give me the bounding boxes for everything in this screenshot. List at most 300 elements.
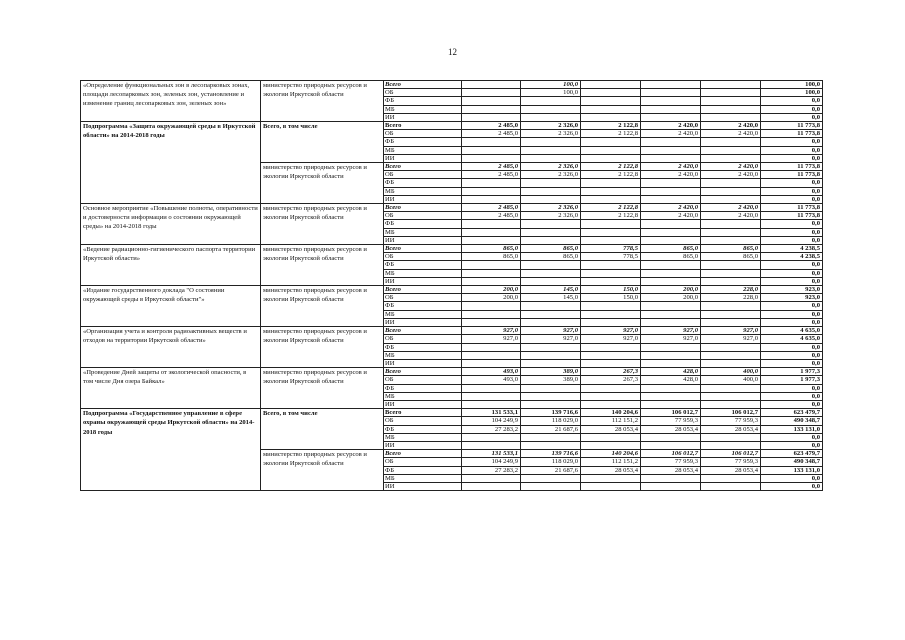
total-value-cell: 0,0 [761,318,823,326]
year-value-cell: 2 485,0 [462,130,521,138]
funding-source-cell: МБ [384,351,462,359]
year-value-cell [641,384,701,392]
year-value-cell [701,318,761,326]
year-value-cell [581,400,641,408]
year-value-cell: 389,0 [521,368,581,376]
year-value-cell [581,310,641,318]
funding-source-cell: ФБ [384,138,462,146]
measure-name-cell: «Организация учета и контроля радиоактивных веществ и отходов на территории Иркутской области» [81,327,261,368]
year-value-cell: 389,0 [521,376,581,384]
year-value-cell [641,302,701,310]
executor-cell: министерство природных ресурсов и экологии Иркутской области [261,81,384,122]
year-value-cell [581,359,641,367]
total-value-cell: 1 977,3 [761,376,823,384]
total-value-cell: 490 348,7 [761,458,823,466]
year-value-cell: 21 687,6 [521,425,581,433]
total-value-cell: 11 773,8 [761,163,823,171]
year-value-cell [581,113,641,121]
year-value-cell [581,433,641,441]
year-value-cell: 228,0 [701,286,761,294]
funding-source-cell: ИИ [384,154,462,162]
year-value-cell: 228,0 [701,294,761,302]
total-value-cell: 0,0 [761,482,823,490]
funding-source-cell: ИИ [384,277,462,285]
year-value-cell [701,138,761,146]
year-value-cell [462,474,521,482]
year-value-cell [701,179,761,187]
year-value-cell: 27 283,2 [462,466,521,474]
total-value-cell: 0,0 [761,146,823,154]
year-value-cell [641,220,701,228]
year-value-cell [462,384,521,392]
executor-cell: Всего, в том числе [261,122,384,163]
year-value-cell [462,113,521,121]
year-value-cell [701,482,761,490]
year-value-cell: 77 959,3 [701,458,761,466]
year-value-cell [641,400,701,408]
year-value-cell: 2 420,0 [701,204,761,212]
year-value-cell: 927,0 [462,335,521,343]
year-value-cell [701,474,761,482]
funding-source-cell: Всего [384,204,462,212]
total-value-cell: 11 773,8 [761,122,823,130]
funding-source-cell: ФБ [384,384,462,392]
total-value-cell: 0,0 [761,236,823,244]
year-value-cell: 865,0 [521,253,581,261]
funding-source-cell: МБ [384,146,462,154]
total-value-cell: 11 773,8 [761,171,823,179]
funding-source-cell: ИИ [384,236,462,244]
year-value-cell: 428,0 [641,368,701,376]
year-value-cell [462,81,521,89]
year-value-cell: 2 326,0 [521,204,581,212]
year-value-cell [641,187,701,195]
year-value-cell: 927,0 [701,335,761,343]
executor-cell: министерство природных ресурсов и экологии Иркутской области [261,368,384,409]
year-value-cell: 200,0 [462,294,521,302]
year-value-cell [581,392,641,400]
year-value-cell [521,474,581,482]
funding-source-cell: ИИ [384,482,462,490]
total-value-cell: 923,0 [761,294,823,302]
year-value-cell [581,277,641,285]
year-value-cell [462,138,521,146]
year-value-cell: 77 959,3 [701,417,761,425]
year-value-cell [701,228,761,236]
total-value-cell: 0,0 [761,277,823,285]
funding-source-cell: ИИ [384,113,462,121]
funding-source-cell: ИИ [384,359,462,367]
year-value-cell [641,277,701,285]
year-value-cell: 28 053,4 [581,466,641,474]
year-value-cell [581,97,641,105]
year-value-cell [641,105,701,113]
year-value-cell [581,81,641,89]
funding-source-cell: ОБ [384,376,462,384]
year-value-cell [462,261,521,269]
year-value-cell [701,261,761,269]
total-value-cell: 1 977,3 [761,368,823,376]
year-value-cell [521,277,581,285]
year-value-cell: 28 053,4 [581,425,641,433]
year-value-cell [641,81,701,89]
year-value-cell: 104 249,9 [462,458,521,466]
table-row [81,122,823,130]
total-value-cell: 0,0 [761,138,823,146]
funding-source-cell: ФБ [384,343,462,351]
total-value-cell: 0,0 [761,351,823,359]
funding-source-cell: МБ [384,228,462,236]
year-value-cell [462,433,521,441]
year-value-cell [521,146,581,154]
year-value-cell [701,97,761,105]
year-value-cell [581,474,641,482]
year-value-cell: 778,5 [581,253,641,261]
year-value-cell [462,89,521,97]
measure-name-cell: «Ведение радиационно-гигиенического паспорта территории Иркутской области» [81,245,261,286]
year-value-cell [581,228,641,236]
year-value-cell: 140 204,6 [581,450,641,458]
year-value-cell: 118 029,0 [521,458,581,466]
total-value-cell: 490 348,7 [761,417,823,425]
year-value-cell: 2 420,0 [701,163,761,171]
year-value-cell [641,146,701,154]
year-value-cell [701,89,761,97]
year-value-cell: 2 420,0 [641,122,701,130]
year-value-cell: 927,0 [641,327,701,335]
year-value-cell [521,351,581,359]
executor-cell: министерство природных ресурсов и экологии Иркутской области [261,204,384,245]
funding-source-cell: ФБ [384,425,462,433]
total-value-cell: 0,0 [761,441,823,449]
year-value-cell [521,261,581,269]
year-value-cell [462,236,521,244]
year-value-cell [521,97,581,105]
year-value-cell [462,359,521,367]
year-value-cell [581,195,641,203]
year-value-cell [462,392,521,400]
year-value-cell: 28 053,4 [701,466,761,474]
year-value-cell: 927,0 [701,327,761,335]
funding-source-cell: Всего [384,245,462,253]
year-value-cell [641,261,701,269]
funding-source-cell: ОБ [384,171,462,179]
year-value-cell [581,138,641,146]
year-value-cell: 2 420,0 [701,122,761,130]
year-value-cell: 2 485,0 [462,122,521,130]
year-value-cell [462,302,521,310]
year-value-cell [641,318,701,326]
year-value-cell [701,433,761,441]
total-value-cell: 0,0 [761,154,823,162]
year-value-cell [521,220,581,228]
total-value-cell: 133 131,0 [761,425,823,433]
year-value-cell: 400,0 [701,368,761,376]
table-row [81,409,823,417]
year-value-cell: 150,0 [581,294,641,302]
measure-name-cell: «Проведение Дней защиты от экологической опасности, в том числе Дня озера Байкал» [81,368,261,409]
year-value-cell [701,220,761,228]
year-value-cell [581,187,641,195]
year-value-cell [641,482,701,490]
year-value-cell: 2 326,0 [521,212,581,220]
table-row [81,327,823,335]
table-row [81,204,823,212]
year-value-cell: 2 122,8 [581,171,641,179]
total-value-cell: 4 635,0 [761,335,823,343]
year-value-cell [581,343,641,351]
year-value-cell [462,318,521,326]
year-value-cell [462,187,521,195]
executor-cell: министерство природных ресурсов и экологии Иркутской области [261,163,384,204]
year-value-cell [581,105,641,113]
year-value-cell [581,146,641,154]
year-value-cell: 865,0 [701,245,761,253]
year-value-cell [521,236,581,244]
year-value-cell [581,269,641,277]
year-value-cell: 2 485,0 [462,204,521,212]
total-value-cell: 0,0 [761,302,823,310]
year-value-cell: 2 485,0 [462,212,521,220]
year-value-cell: 2 485,0 [462,163,521,171]
year-value-cell [521,105,581,113]
year-value-cell: 2 326,0 [521,122,581,130]
year-value-cell: 267,3 [581,368,641,376]
year-value-cell [641,343,701,351]
funding-source-cell: МБ [384,474,462,482]
year-value-cell [641,392,701,400]
total-value-cell: 0,0 [761,97,823,105]
year-value-cell [521,433,581,441]
measure-name-cell: «Определение функциональных зон в лесопарковых зонах, площади лесопарковых зон, зеленых зон, установление и изменение границ лесопарковых зон, зеленых зон» [81,81,261,122]
total-value-cell: 0,0 [761,400,823,408]
year-value-cell [701,236,761,244]
total-value-cell: 0,0 [761,343,823,351]
total-value-cell: 0,0 [761,310,823,318]
funding-source-cell: Всего [384,327,462,335]
year-value-cell: 428,0 [641,376,701,384]
year-value-cell [581,261,641,269]
year-value-cell [462,220,521,228]
funding-source-cell: МБ [384,269,462,277]
total-value-cell: 923,0 [761,286,823,294]
year-value-cell [641,351,701,359]
year-value-cell [641,441,701,449]
year-value-cell: 145,0 [521,286,581,294]
year-value-cell [701,146,761,154]
year-value-cell [641,195,701,203]
year-value-cell [521,441,581,449]
funding-source-cell: МБ [384,392,462,400]
funding-source-cell: ИИ [384,195,462,203]
year-value-cell: 28 053,4 [641,466,701,474]
year-value-cell [701,195,761,203]
year-value-cell [581,318,641,326]
year-value-cell [521,228,581,236]
year-value-cell: 2 420,0 [641,163,701,171]
funding-source-cell: МБ [384,433,462,441]
funding-source-cell: ФБ [384,302,462,310]
funding-source-cell: Всего [384,163,462,171]
year-value-cell: 2 420,0 [641,171,701,179]
year-value-cell [521,195,581,203]
year-value-cell [462,277,521,285]
total-value-cell: 100,0 [761,89,823,97]
year-value-cell: 140 204,6 [581,409,641,417]
year-value-cell [701,384,761,392]
measure-name-cell: Основное мероприятие «Повышение полноты, оперативности и достоверности информации о состоянии окружающей среды» на 2014-2018 годы [81,204,261,245]
funding-source-cell: МБ [384,105,462,113]
year-value-cell [521,302,581,310]
year-value-cell [462,105,521,113]
total-value-cell: 0,0 [761,359,823,367]
total-value-cell: 0,0 [761,384,823,392]
year-value-cell: 139 716,6 [521,450,581,458]
total-value-cell: 4 635,0 [761,327,823,335]
year-value-cell [641,228,701,236]
funding-source-cell: ИИ [384,318,462,326]
total-value-cell: 0,0 [761,195,823,203]
total-value-cell: 0,0 [761,113,823,121]
year-value-cell: 100,0 [521,89,581,97]
funding-source-cell: ФБ [384,179,462,187]
year-value-cell: 28 053,4 [701,425,761,433]
year-value-cell: 77 959,3 [641,417,701,425]
year-value-cell [581,384,641,392]
measure-name-cell: Подпрограмма «Государственное управление в сфере охраны окружающей среды Иркутской области» на 2014-2018 годы [81,409,261,491]
year-value-cell [641,433,701,441]
year-value-cell: 131 533,1 [462,450,521,458]
year-value-cell: 106 012,7 [641,450,701,458]
year-value-cell [641,359,701,367]
year-value-cell: 104 249,9 [462,417,521,425]
year-value-cell [521,400,581,408]
year-value-cell [641,89,701,97]
funding-source-cell: ОБ [384,212,462,220]
year-value-cell [641,269,701,277]
funding-source-cell: Всего [384,122,462,130]
year-value-cell: 2 420,0 [641,130,701,138]
year-value-cell: 139 716,6 [521,409,581,417]
year-value-cell: 927,0 [641,335,701,343]
year-value-cell: 106 012,7 [701,409,761,417]
year-value-cell: 2 326,0 [521,130,581,138]
year-value-cell [581,482,641,490]
year-value-cell [462,179,521,187]
funding-source-cell: ИИ [384,441,462,449]
total-value-cell: 11 773,8 [761,212,823,220]
year-value-cell: 400,0 [701,376,761,384]
year-value-cell: 865,0 [701,253,761,261]
funding-source-cell: ФБ [384,97,462,105]
year-value-cell [521,154,581,162]
year-value-cell [462,441,521,449]
year-value-cell [462,343,521,351]
year-value-cell [701,310,761,318]
funding-source-cell: МБ [384,310,462,318]
year-value-cell [701,400,761,408]
year-value-cell: 865,0 [521,245,581,253]
year-value-cell [521,179,581,187]
year-value-cell [521,269,581,277]
total-value-cell: 4 238,5 [761,245,823,253]
year-value-cell: 493,0 [462,368,521,376]
year-value-cell [521,310,581,318]
year-value-cell [701,392,761,400]
year-value-cell: 927,0 [581,335,641,343]
total-value-cell: 0,0 [761,105,823,113]
total-value-cell: 0,0 [761,261,823,269]
table-row [81,286,823,294]
year-value-cell: 2 420,0 [701,171,761,179]
measure-name-cell: «Издание государственного доклада "О состоянии окружающей среды в Иркутской области"» [81,286,261,327]
executor-cell: министерство природных ресурсов и экологии Иркутской области [261,450,384,491]
year-value-cell: 2 122,8 [581,122,641,130]
total-value-cell: 11 773,8 [761,204,823,212]
year-value-cell: 2 485,0 [462,171,521,179]
year-value-cell [701,441,761,449]
total-value-cell: 623 479,7 [761,409,823,417]
year-value-cell [521,482,581,490]
year-value-cell [581,179,641,187]
total-value-cell: 133 131,0 [761,466,823,474]
year-value-cell [581,89,641,97]
year-value-cell [521,318,581,326]
year-value-cell: 112 151,2 [581,458,641,466]
year-value-cell: 267,3 [581,376,641,384]
year-value-cell [581,154,641,162]
measure-name-cell: Подпрограмма «Защита окружающей среды в Иркутской области» на 2014-2018 годы [81,122,261,204]
total-value-cell: 11 773,8 [761,130,823,138]
total-value-cell: 0,0 [761,269,823,277]
year-value-cell [462,146,521,154]
year-value-cell: 106 012,7 [701,450,761,458]
executor-cell: Всего, в том числе [261,409,384,450]
year-value-cell: 2 326,0 [521,163,581,171]
year-value-cell: 2 122,8 [581,212,641,220]
year-value-cell [701,81,761,89]
year-value-cell: 865,0 [641,245,701,253]
year-value-cell: 145,0 [521,294,581,302]
total-value-cell: 623 479,7 [761,450,823,458]
total-value-cell: 0,0 [761,433,823,441]
year-value-cell: 118 029,0 [521,417,581,425]
funding-source-cell: ФБ [384,220,462,228]
year-value-cell [521,384,581,392]
year-value-cell [701,277,761,285]
table-row [81,368,823,376]
year-value-cell [701,187,761,195]
total-value-cell: 100,0 [761,81,823,89]
year-value-cell: 2 122,8 [581,130,641,138]
funding-source-cell: ОБ [384,130,462,138]
year-value-cell: 2 420,0 [701,212,761,220]
year-value-cell [641,310,701,318]
year-value-cell: 106 012,7 [641,409,701,417]
year-value-cell: 77 959,3 [641,458,701,466]
year-value-cell [462,310,521,318]
year-value-cell [462,400,521,408]
year-value-cell [462,195,521,203]
funding-source-cell: ИИ [384,400,462,408]
year-value-cell: 865,0 [641,253,701,261]
year-value-cell [701,302,761,310]
year-value-cell [701,351,761,359]
table-row [81,81,823,89]
total-value-cell: 0,0 [761,179,823,187]
year-value-cell: 200,0 [641,294,701,302]
year-value-cell: 2 420,0 [701,130,761,138]
